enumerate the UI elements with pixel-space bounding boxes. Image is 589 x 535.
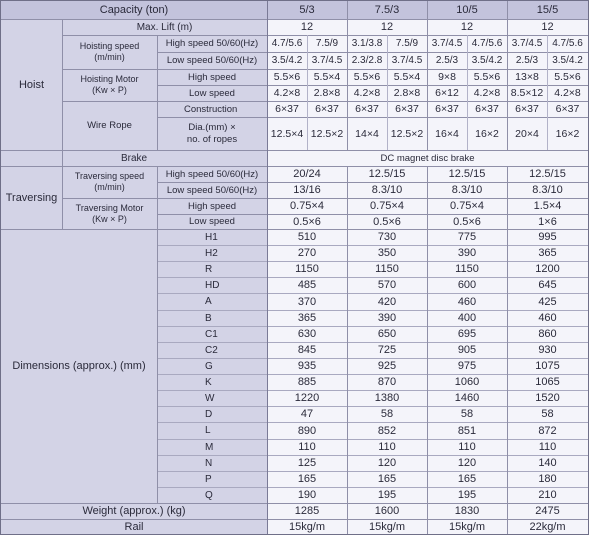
weight-value: 2475	[507, 503, 588, 519]
dimension-value: 860	[507, 326, 588, 342]
hoisting-motor-high-label: High speed	[157, 69, 267, 85]
dimension-value: 58	[507, 406, 588, 422]
hoisting-motor-low-value: 2.8×8	[387, 85, 427, 101]
rail-label: Rail	[1, 519, 267, 534]
traversing-speed-low-value: 8.3/10	[347, 182, 427, 198]
traversing-motor-high-value: 1.5×4	[507, 198, 588, 214]
dimension-value: 935	[267, 358, 347, 374]
dimension-value: 120	[347, 455, 427, 471]
traversing-motor-label-line1: Traversing Motor	[75, 202, 144, 213]
dimension-key: HD	[157, 277, 267, 293]
dimension-value: 58	[427, 406, 507, 422]
dimension-value: 120	[427, 455, 507, 471]
capacity-value: 7.5/3	[347, 1, 427, 19]
brake-label: Brake	[1, 150, 267, 166]
hoisting-speed-high-label: High speed 50/60(Hz)	[157, 35, 267, 52]
construction-value: 6×37	[507, 101, 547, 117]
dimension-value: 140	[507, 455, 588, 471]
traversing-speed-high-value: 12.5/15	[507, 166, 588, 182]
dimension-value: 190	[267, 487, 347, 503]
dimension-value: 195	[347, 487, 427, 503]
dimension-key: G	[157, 358, 267, 374]
dimension-value: 460	[507, 310, 588, 326]
max-lift-value: 12	[427, 19, 507, 35]
dimension-value: 510	[267, 229, 347, 245]
traversing-motor-low-value: 0.5×6	[347, 214, 427, 229]
construction-value: 6×37	[467, 101, 507, 117]
dimension-value: 1520	[507, 390, 588, 406]
hoisting-speed-low-value: 3.5/4.2	[547, 52, 588, 69]
dimension-value: 110	[507, 439, 588, 455]
rail-value: 15kg/m	[267, 519, 347, 534]
rail-value: 15kg/m	[427, 519, 507, 534]
traversing-motor-low-value: 1×6	[507, 214, 588, 229]
dimension-value: 110	[427, 439, 507, 455]
dimension-value: 47	[267, 406, 347, 422]
capacity-value: 10/5	[427, 1, 507, 19]
dia-label-line2: no. of ropes	[186, 133, 238, 145]
dimension-key: Q	[157, 487, 267, 503]
capacity-label: Capacity (ton)	[1, 1, 267, 19]
weight-value: 1830	[427, 503, 507, 519]
dimension-value: 975	[427, 358, 507, 374]
dimension-value: 645	[507, 277, 588, 293]
dimension-value: 852	[347, 422, 427, 439]
dimension-value: 845	[267, 342, 347, 358]
traversing-speed-high-value: 20/24	[267, 166, 347, 182]
hoisting-speed-low-value: 2.5/3	[427, 52, 467, 69]
dimension-value: 1460	[427, 390, 507, 406]
dimension-value: 1200	[507, 261, 588, 277]
dimension-value: 125	[267, 455, 347, 471]
max-lift-value: 12	[347, 19, 427, 35]
traversing-motor-high-value: 0.75×4	[427, 198, 507, 214]
dimension-value: 851	[427, 422, 507, 439]
hoisting-motor-label-line1: Hoisting Motor	[80, 74, 139, 85]
traversing-speed-low-value: 8.3/10	[507, 182, 588, 198]
hoisting-speed-low-label: Low speed 50/60(Hz)	[157, 52, 267, 69]
traversing-motor-high-value: 0.75×4	[267, 198, 347, 214]
group-dimensions: Dimensions (approx.) (mm)	[1, 229, 157, 503]
dimension-key: N	[157, 455, 267, 471]
dia-label	[157, 117, 267, 150]
hoisting-motor-high-value: 5.5×4	[387, 69, 427, 85]
dimension-value: 1075	[507, 358, 588, 374]
traversing-speed-high-value: 12.5/15	[427, 166, 507, 182]
dimension-value: 925	[347, 358, 427, 374]
wire-rope-label: Wire Rope	[62, 101, 157, 150]
dimension-value: 1150	[267, 261, 347, 277]
hoisting-motor-low-value: 4.2×8	[267, 85, 307, 101]
dimension-value: 390	[347, 310, 427, 326]
construction-value: 6×37	[347, 101, 387, 117]
hoisting-motor-low-value: 2.8×8	[307, 85, 347, 101]
dia-value: 20×4	[507, 117, 547, 150]
hoisting-motor-high-value: 5.5×6	[547, 69, 588, 85]
dimension-value: 110	[347, 439, 427, 455]
dimension-value: 600	[427, 277, 507, 293]
hoisting-speed-low-value: 3.5/4.2	[267, 52, 307, 69]
traversing-motor-low-value: 0.5×6	[427, 214, 507, 229]
dimension-value: 110	[267, 439, 347, 455]
traversing-motor-label	[62, 198, 157, 229]
dimension-value: 1380	[347, 390, 427, 406]
dimension-value: 180	[507, 471, 588, 487]
dimension-value: 930	[507, 342, 588, 358]
hoisting-motor-high-value: 5.5×6	[347, 69, 387, 85]
dimension-value: 425	[507, 293, 588, 310]
dia-label-line1: Dia.(mm) ×	[188, 122, 236, 134]
dimension-key: R	[157, 261, 267, 277]
dimension-value: 870	[347, 374, 427, 390]
dimension-value: 400	[427, 310, 507, 326]
dimension-key: B	[157, 310, 267, 326]
dimension-value: 195	[427, 487, 507, 503]
dimension-value: 885	[267, 374, 347, 390]
dimension-value: 1060	[427, 374, 507, 390]
dimension-value: 270	[267, 245, 347, 261]
dimension-key: K	[157, 374, 267, 390]
traversing-motor-high-value: 0.75×4	[347, 198, 427, 214]
hoisting-speed-high-value: 4.7/5.6	[467, 35, 507, 52]
traversing-speed-label-line2: (m/min)	[94, 182, 125, 192]
dia-value: 16×2	[467, 117, 507, 150]
dimension-value: 165	[267, 471, 347, 487]
dimension-value: 872	[507, 422, 588, 439]
dimension-value: 365	[507, 245, 588, 261]
hoisting-speed-label-line1: Hoisting speed	[79, 41, 140, 52]
dimension-value: 58	[347, 406, 427, 422]
weight-value: 1600	[347, 503, 427, 519]
dimension-value: 1065	[507, 374, 588, 390]
dimension-value: 460	[427, 293, 507, 310]
dimension-key: C2	[157, 342, 267, 358]
max-lift-label: Max. Lift (m)	[62, 19, 267, 35]
dimension-value: 695	[427, 326, 507, 342]
dimension-key: A	[157, 293, 267, 310]
dimension-value: 725	[347, 342, 427, 358]
dimension-value: 650	[347, 326, 427, 342]
hoisting-speed-low-value: 2.5/3	[507, 52, 547, 69]
group-hoist: Hoist	[1, 19, 62, 150]
hoisting-speed-label-line2: (m/min)	[94, 52, 125, 62]
max-lift-value: 12	[507, 19, 588, 35]
rail-value: 15kg/m	[347, 519, 427, 534]
hoisting-motor-high-value: 13×8	[507, 69, 547, 85]
hoisting-motor-low-value: 8.5×12	[507, 85, 547, 101]
weight-label: Weight (approx.) (kg)	[1, 503, 267, 519]
dimension-value: 890	[267, 422, 347, 439]
construction-value: 6×37	[427, 101, 467, 117]
hoisting-motor-high-value: 9×8	[427, 69, 467, 85]
construction-value: 6×37	[547, 101, 588, 117]
dimension-key: D	[157, 406, 267, 422]
construction-value: 6×37	[307, 101, 347, 117]
hoisting-motor-label	[62, 69, 157, 101]
hoisting-speed-low-value: 3.7/4.5	[307, 52, 347, 69]
traversing-motor-label-line2: (Kw × P)	[92, 213, 127, 224]
traversing-motor-low-label: Low speed	[157, 214, 267, 229]
weight-value: 1285	[267, 503, 347, 519]
hoisting-motor-label-line2: (Kw × P)	[92, 85, 127, 95]
dimension-value: 570	[347, 277, 427, 293]
dimension-value: 165	[427, 471, 507, 487]
brake-value: DC magnet disc brake	[267, 150, 588, 166]
dimension-value: 390	[427, 245, 507, 261]
dimension-value: 905	[427, 342, 507, 358]
dimension-value: 1220	[267, 390, 347, 406]
dimension-key: P	[157, 471, 267, 487]
dimension-value: 350	[347, 245, 427, 261]
hoisting-motor-low-value: 6×12	[427, 85, 467, 101]
hoisting-speed-high-value: 3.7/4.5	[507, 35, 547, 52]
hoisting-motor-high-value: 5.5×4	[307, 69, 347, 85]
capacity-value: 15/5	[507, 1, 588, 19]
dia-value: 16×4	[427, 117, 467, 150]
traversing-speed-label	[62, 166, 157, 198]
hoisting-speed-low-value: 3.7/4.5	[387, 52, 427, 69]
dimension-value: 210	[507, 487, 588, 503]
traversing-motor-low-value: 0.5×6	[267, 214, 347, 229]
dia-value: 14×4	[347, 117, 387, 150]
hoisting-motor-high-value: 5.5×6	[467, 69, 507, 85]
dimension-key: H2	[157, 245, 267, 261]
rail-value: 22kg/m	[507, 519, 588, 534]
traversing-speed-label-line1: Traversing speed	[74, 171, 145, 182]
group-traversing: Traversing	[1, 166, 62, 229]
traversing-speed-high-value: 12.5/15	[347, 166, 427, 182]
dimension-value: 775	[427, 229, 507, 245]
hoisting-speed-label	[62, 35, 157, 69]
dimension-value: 485	[267, 277, 347, 293]
hoisting-motor-low-value: 4.2×8	[467, 85, 507, 101]
traversing-motor-high-label: High speed	[157, 198, 267, 214]
dimension-key: H1	[157, 229, 267, 245]
max-lift-value: 12	[267, 19, 347, 35]
construction-value: 6×37	[267, 101, 307, 117]
traversing-speed-low-value: 13/16	[267, 182, 347, 198]
hoisting-speed-high-value: 3.1/3.8	[347, 35, 387, 52]
dimension-key: W	[157, 390, 267, 406]
hoisting-speed-low-value: 3.5/4.2	[467, 52, 507, 69]
hoisting-speed-high-value: 3.7/4.5	[427, 35, 467, 52]
hoisting-speed-high-value: 4.7/5.6	[267, 35, 307, 52]
capacity-value: 5/3	[267, 1, 347, 19]
construction-value: 6×37	[387, 101, 427, 117]
hoisting-speed-high-value: 7.5/9	[387, 35, 427, 52]
construction-label: Construction	[157, 101, 267, 117]
hoisting-speed-low-value: 2.3/2.8	[347, 52, 387, 69]
dimension-key: C1	[157, 326, 267, 342]
hoisting-motor-low-value: 4.2×8	[347, 85, 387, 101]
hoisting-speed-high-value: 4.7/5.6	[547, 35, 588, 52]
dimension-value: 630	[267, 326, 347, 342]
dimension-key: L	[157, 422, 267, 439]
traversing-speed-high-label: High speed 50/60(Hz)	[157, 166, 267, 182]
dia-value: 12.5×2	[307, 117, 347, 150]
hoisting-motor-low-value: 4.2×8	[547, 85, 588, 101]
dimension-value: 730	[347, 229, 427, 245]
dimension-value: 365	[267, 310, 347, 326]
hoisting-speed-high-value: 7.5/9	[307, 35, 347, 52]
dimension-value: 420	[347, 293, 427, 310]
dimension-value: 370	[267, 293, 347, 310]
dia-value: 12.5×4	[267, 117, 307, 150]
dia-value: 16×2	[547, 117, 588, 150]
traversing-speed-low-value: 8.3/10	[427, 182, 507, 198]
traversing-speed-low-label: Low speed 50/60(Hz)	[157, 182, 267, 198]
dia-value: 12.5×2	[387, 117, 427, 150]
dimension-key: M	[157, 439, 267, 455]
dimension-value: 165	[347, 471, 427, 487]
dimension-value: 1150	[427, 261, 507, 277]
hoisting-motor-low-label: Low speed	[157, 85, 267, 101]
dimension-value: 1150	[347, 261, 427, 277]
dimension-value: 995	[507, 229, 588, 245]
hoisting-motor-high-value: 5.5×6	[267, 69, 307, 85]
